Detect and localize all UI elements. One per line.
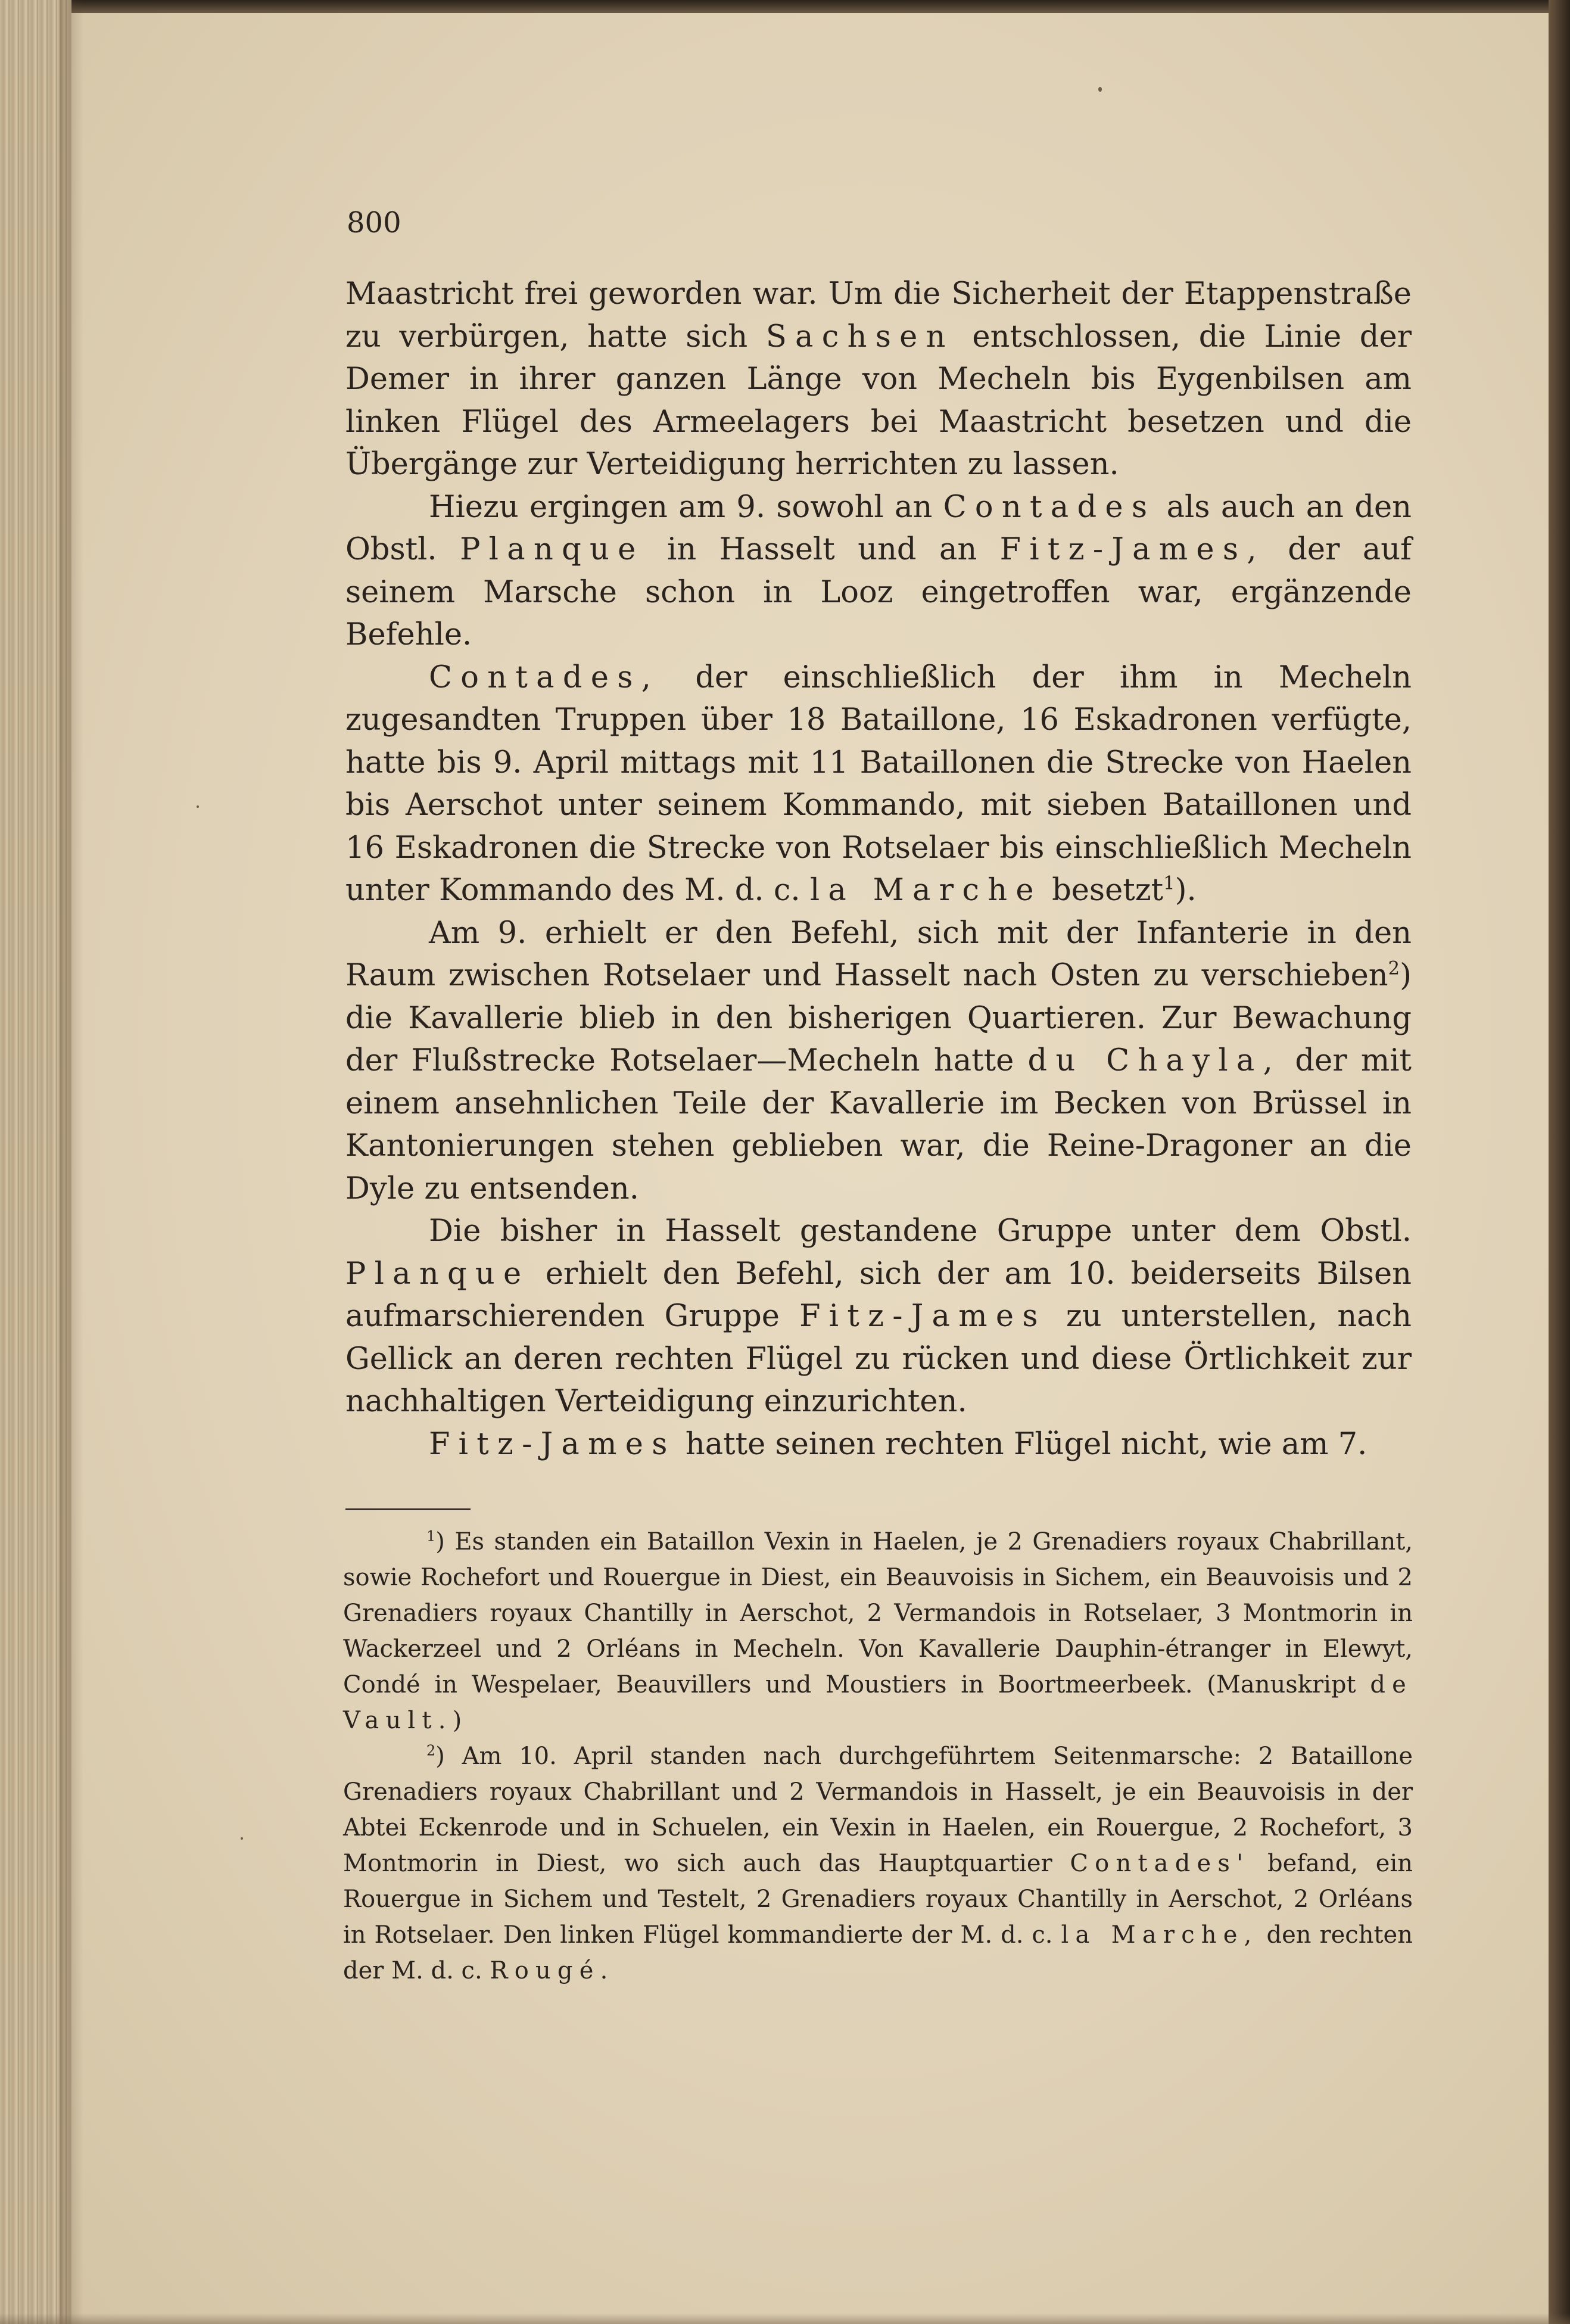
paper-speck [197,805,199,808]
spaced-name: Contades, [429,659,660,695]
footnotes [343,1524,1413,1989]
spaced-name: Planque [345,1256,530,1292]
spaced-name: Contades [943,489,1156,525]
right-edge [1549,0,1570,2324]
spaced-name: Sachsen [765,319,954,354]
footnote-1: $^1$) Es standen ein Bataillon Vexin in Haelen, je 2 Grenadiers royaux Chabrillant, sowie Rochefort und Rouergue in Diest, ein Beauvoisis in Sichem, ein Beauvoisis und 2 Grenadiers royaux Chantilly in Aerschot, 2 Vermandois in Rotselaer, 3 Montmorin in Wackerzeel und 2 Orléans in Mecheln. Von Kavallerie Dauphin-étranger in Elewyt, Condé in Wespelaer, Beauvillers und Moustiers in Boortmeerbeek. (Manuskript de Vault.) [343,1527,1413,1734]
paragraph-3: Contades, der einschließlich der ihm in Mecheln zugesandten Truppen über 18 Bataillone, 16 Eskadronen verfügte, hatte bis 9. April mittags mit 11 Bataillonen die Strecke von Haelen bis Aerschot unter seinem Kommando, mit sieben Bataillonen und 16 Eskadronen die Strecke von Rotselaer bis einschließlich Mecheln unter Kommando des M. d. c. la Marche besetzt$^1$). [345,659,1412,908]
gutter-shadow [60,0,83,2324]
footnote-divider [345,1508,471,1510]
spaced-name: la Marche [809,873,1042,908]
paragraph-4: Am 9. erhielt er den Befehl, sich mit der Infanterie in den Raum zwischen Rotselaer und Hasselt nach Osten zu verschieben$^2$) die Kavallerie blieb in den bisherigen Quartieren. Zur Bewachung der Flußstrecke Rotselaer—Mecheln hatte du Chayla, der mit einem ansehnlichen Teile der Kavallerie im Becken von Brüssel in Kantonierungen stehen geblieben war, die Reine-Dragoner an die Dyle zu entsenden. [345,915,1412,1206]
spaced-name: Fitz-James [429,1426,676,1462]
main-text [345,273,1412,1466]
spaced-name: Contades' [1070,1850,1250,1877]
paragraph-1: Maastricht frei geworden war. Um die Sicherheit der Etappenstraße zu verbürgen, hatte sich Sachsen entschlossen, die Linie der Demer in ihrer ganzen Länge von Mecheln bis Eygenbilsen am linken Flügel des Armeelagers bei Maastricht besetzen und die Übergänge zur Verteidigung herrichten zu lassen. [345,276,1412,482]
paper-speck [241,1837,243,1840]
spaced-name: la Marche, [1061,1921,1259,1949]
paper-speck [1098,87,1102,92]
footnote-ref: 1 [1163,873,1175,894]
bottom-edge [0,2313,1570,2324]
page-number: 800 [347,206,401,239]
footnote-mark: 2 [426,1742,436,1759]
paragraph-6: Fitz-James hatte seinen rechten Flügel nicht, wie am 7. [429,1426,1367,1462]
paragraph-2: Hiezu ergingen am 9. sowohl an Contades als auch an den Obstl. Planque in Hasselt und an Fitz-James, der auf seinem Marsche schon in Looz eingetroffen war, ergänzende Befehle. [345,489,1412,652]
spaced-name: Rougé. [490,1957,615,1984]
footnote-mark: 1 [426,1527,436,1545]
spaced-name: Fitz-James [799,1299,1046,1334]
spaced-name: de Vault. [343,1671,1413,1734]
paragraph-5: Die bisher in Hasselt gestandene Gruppe unter dem Obstl. Planque erhielt den Befehl, sich der am 10. beiderseits Bilsen aufmarschierenden Gruppe Fitz-James zu unterstellen, nach Gellick an deren rechten Flügel zu rücken und diese Örtlichkeit zur nachhaltigen Verteidigung einzurichten. [345,1214,1412,1419]
spaced-name: Planque [460,532,644,567]
footnote-2: $^2$) Am 10. April standen nach durchgeführtem Seitenmarsche: 2 Bataillone Grenadiers royaux Chabrillant und 2 Vermandois in Hasselt, je ein Beauvoisis in der Abtei Eckenrode und in Schuelen, ein Vexin in Haelen, ein Rouergue, 2 Rochefort, 3 Montmorin in Diest, wo sich auch das Hauptquartier Contades' befand, ein Rouergue in Sichem und Testelt, 2 Grenadiers royaux Chantilly in Aerschot, 2 Orléans in Rotselaer. Den linken Flügel kommandierte der M. d. c. la Marche, den rechten der M. d. c. Rougé. [343,1742,1413,1984]
top-edge [0,0,1570,13]
footnote-ref: 2 [1388,958,1400,979]
spaced-name: du Chayla, [1027,1043,1282,1078]
spaced-name: Fitz-James, [999,532,1265,567]
